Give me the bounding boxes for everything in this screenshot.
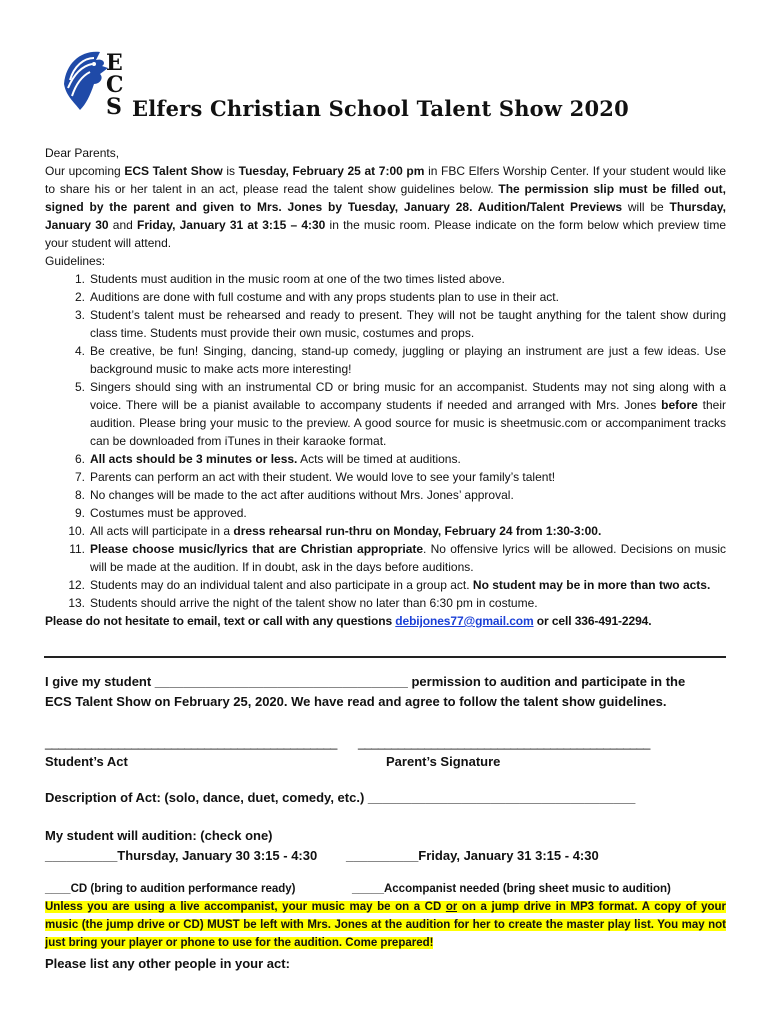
greeting: Dear Parents, [45,146,120,160]
list-item: 7. Parents can perform an act with their student. We would love to see your family’s talent! [74,470,556,484]
list-item: 5. Singers should sing with an instrumental CD or bring music for an accompanist. Students may not sing along with a voice. There will be a pianist available to accompany students if needed and arranged with Mrs. Jones before their audition. Please bring your music to the preview. A good source for music is sheetmusic.com or accompaniment tracks can be downloaded from iTunes in their karaoke format. [74,380,727,448]
letter-body [45,144,726,630]
friday-option[interactable]: __________Friday, January 31 3:15 - 4:30 [346,848,599,863]
parents-signature-label: Parent’s Signature [386,754,501,769]
list-item: 2. Auditions are done with full costume and with any props students plan to use in their act. [74,290,559,304]
guidelines-label: Guidelines: [45,254,106,268]
thursday-option[interactable]: __________Thursday, January 30 3:15 - 4:30 [45,848,318,863]
parent-signature-line[interactable]: ____________________________________________ [358,735,650,750]
page-title: Elfers Christian School Talent Show 2020 [132,96,629,121]
audition-options [45,846,726,866]
students-act-line[interactable]: ____________________________________________ [45,735,337,750]
accompanist-option[interactable]: _____Accompanist needed (bring sheet music to audition) [352,883,671,895]
list-item: 12. Students may do an individual talent and also participate in a group act. No student may be in more than two acts. [68,578,711,592]
list-item: 9. Costumes must be approved. [74,506,247,520]
music-options [45,880,726,898]
list-item: 1. Students must audition in the music room at one of the two times listed above. [74,272,505,286]
permission-line-2: ECS Talent Show on February 25, 2020. We have read and agree to follow the talent show guidelines. [45,694,667,709]
list-item: 8. No changes will be made to the act after auditions without Mrs. Jones’ approval. [74,488,514,502]
school-logo [60,44,132,116]
permission-line-1[interactable]: I give my student ___________________________________ permission to audition and participate in the [45,674,686,689]
svg-text:E: E [106,50,123,76]
list-item: 11. Please choose music/lyrics that are Christian appropriate. No offensive lyrics will be allowed. Decisions on music will be made at the audition. If in doubt, ask in the days before auditions. [69,542,726,574]
list-item: 4. Be creative, be fun! Singing, dancing, stand-up comedy, juggling or playing an instrument are just a few ideas. Use background music to make acts more interesting! [74,344,726,376]
cd-option[interactable]: ____CD (bring to audition performance ready) [45,883,296,895]
list-item: 3. Student’s talent must be rehearsed and ready to present. They will not be taught anything for the talent show during class time. Students must provide their own music, costumes and props. [74,308,726,340]
svg-text:S: S [106,94,122,116]
contact-line: Please do not hesitate to email, text or call with any questions debijones77@gmail.com or cell 336-491-2294. [45,614,652,628]
description-field[interactable]: Description of Act: (solo, dance, duet, comedy, etc.) _____________________________________ [45,790,636,805]
svg-text:C: C [106,72,124,98]
list-item: 13. Students should arrive the night of the talent show no later than 6:30 pm in costume. [68,596,538,610]
guidelines-list [45,270,726,612]
list-item: 10. All acts will participate in a dress rehearsal run-thru on Monday, February 24 from 1:30-3:00. [68,524,602,538]
permission-statement [45,672,726,712]
divider [44,656,726,658]
students-act-label: Student’s Act [45,754,128,769]
audition-heading: My student will audition: (check one) [45,828,273,843]
list-item: 6. All acts should be 3 minutes or less. Acts will be timed at auditions. [74,452,461,466]
email-link[interactable]: debijones77@gmail.com [395,614,534,628]
music-notice: Unless you are using a live accompanist, your music may be on a CD or on a jump drive in MP3 format. A copy of your music (the jump drive or CD) MUST be left with Mrs. Jones at the audition for her to create the master play list. You may not just bring your player or phone to use for the audition. Come prepared! [45,901,726,949]
intro-paragraph: Our upcoming ECS Talent Show is Tuesday, February 25 at 7:00 pm in FBC Elfers Worship Center. If your student would like to share his or her talent in an act, please read the talent show guidelines below. The permission slip must be filled out, signed by the parent and given to Mrs. Jones by Tuesday, January 28. Audition/Talent Previews will be Thursday, January 30 and Friday, January 31 at 3:15 – 4:30 in the music room. Please indicate on the form below which preview time your student will attend. [45,164,727,250]
other-people-prompt: Please list any other people in your act: [45,956,290,971]
